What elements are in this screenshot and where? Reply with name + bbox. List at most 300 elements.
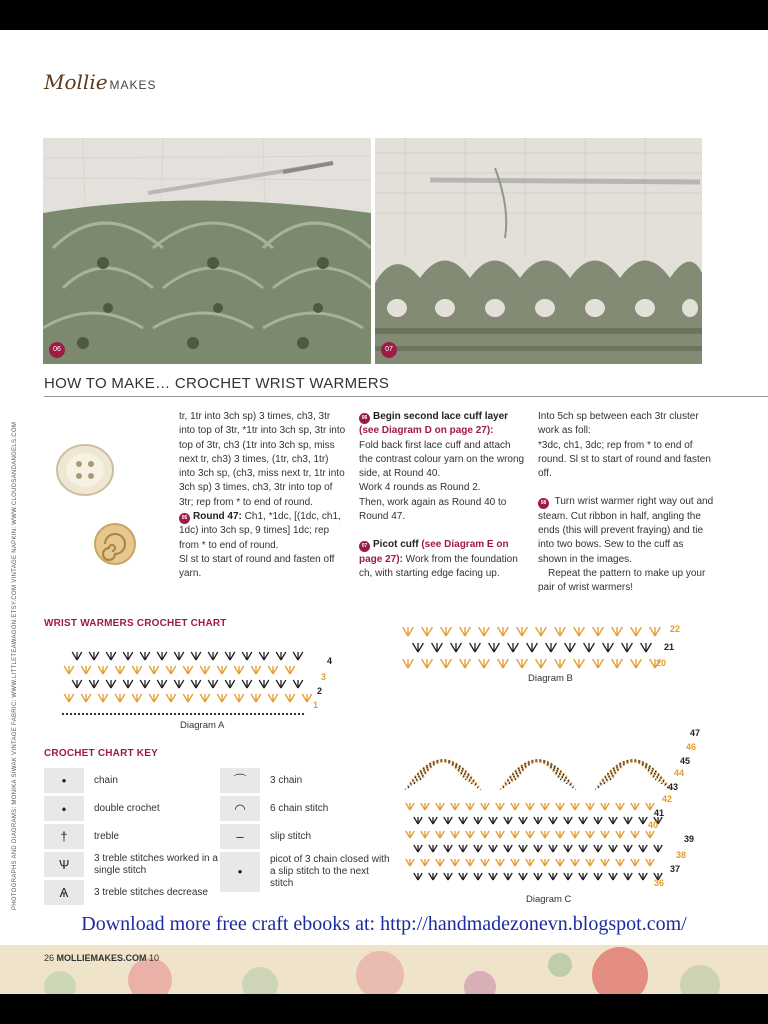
stitch-symbol xyxy=(616,859,624,866)
chain-dot xyxy=(298,713,300,715)
step-number-badge: 05 xyxy=(179,513,190,524)
stitch-symbol xyxy=(174,680,184,688)
stitch-symbol xyxy=(140,680,150,688)
stitch-symbol xyxy=(556,859,564,866)
stitch-symbol xyxy=(564,817,572,824)
stitch-symbol xyxy=(403,659,414,668)
stitch-symbol xyxy=(451,831,459,838)
stitch-symbol xyxy=(444,845,452,852)
row-number: 39 xyxy=(684,834,695,844)
row-number: 20 xyxy=(656,658,667,668)
chain-dot xyxy=(210,713,212,715)
stitch-symbol xyxy=(631,831,639,838)
chain-dot xyxy=(294,713,296,715)
chain-dot xyxy=(86,713,88,715)
chain-dot xyxy=(290,713,292,715)
stitch-symbol xyxy=(251,666,261,674)
chain-dot xyxy=(198,713,200,715)
instruction-step xyxy=(538,495,714,566)
stitch-symbol xyxy=(470,643,481,652)
stitch-symbol xyxy=(414,873,422,880)
stitch-symbol xyxy=(526,803,534,810)
stitch-symbol xyxy=(594,845,602,852)
stitch-symbol xyxy=(174,652,184,660)
stitch-symbol xyxy=(406,859,414,866)
diagram-b-label: Diagram B xyxy=(528,673,573,684)
stitch-symbol xyxy=(474,873,482,880)
step-title: Begin second lace cuff layer xyxy=(373,411,509,422)
chain-dot xyxy=(218,713,220,715)
stitch-symbol xyxy=(89,680,99,688)
chain-dot xyxy=(234,713,236,715)
stitch-symbol xyxy=(429,845,437,852)
scallop-arc xyxy=(512,761,564,782)
stitch-symbol xyxy=(586,831,594,838)
key-symbol: † xyxy=(44,824,84,849)
stitch-symbol xyxy=(631,859,639,866)
stitch-symbol xyxy=(601,803,609,810)
stitch-symbol xyxy=(519,873,527,880)
row-number: 4 xyxy=(327,656,333,666)
stitch-symbol xyxy=(541,803,549,810)
chain-dot xyxy=(106,713,108,715)
stitch-symbol xyxy=(646,859,654,866)
stitch-symbol xyxy=(654,845,662,852)
stitch-symbol xyxy=(646,803,654,810)
stitch-symbol xyxy=(564,873,572,880)
stitch-symbol xyxy=(504,873,512,880)
stitch-symbol xyxy=(459,817,467,824)
key-label: picot of 3 chain closed with a slip stitch to the next stitch xyxy=(270,854,390,889)
instruction-paragraph: Fold back first lace cuff and attach the contrast colour yarn on the wrong side, at Round 40. xyxy=(359,439,525,480)
stitch-symbol xyxy=(436,859,444,866)
stitch-symbol xyxy=(406,803,414,810)
key-symbol: ‒ xyxy=(220,824,260,849)
chain-dot xyxy=(62,713,64,715)
stitch-symbol xyxy=(208,652,218,660)
stitch-symbol xyxy=(609,873,617,880)
chain-dot xyxy=(138,713,140,715)
logo-makes: MAKES xyxy=(109,78,157,92)
stitch-symbol xyxy=(631,803,639,810)
stitch-symbol xyxy=(631,627,642,636)
key-label: double crochet xyxy=(94,802,160,814)
stitch-symbol xyxy=(414,817,422,824)
key-symbol: ◠ xyxy=(220,796,260,821)
row-number: 45 xyxy=(680,756,691,766)
scallop-arc xyxy=(500,760,576,790)
stitch-symbol xyxy=(132,694,142,702)
section-title: HOW TO MAKE… CROCHET WRIST WARMERS xyxy=(44,375,390,392)
stitch-symbol xyxy=(429,873,437,880)
stitch-symbol xyxy=(534,845,542,852)
stitch-symbol xyxy=(259,680,269,688)
chain-dot xyxy=(214,713,216,715)
masthead-logo xyxy=(44,70,157,94)
stitch-symbol xyxy=(631,659,642,668)
stitch-symbol xyxy=(565,643,576,652)
key-symbol: ⌒ xyxy=(220,768,260,793)
instructions-column-3 xyxy=(538,410,714,596)
stitch-symbol xyxy=(489,845,497,852)
stitch-symbol xyxy=(140,652,150,660)
stitch-symbol xyxy=(441,659,452,668)
chain-dot xyxy=(154,713,156,715)
scallop-arc xyxy=(598,760,668,788)
stitch-symbol xyxy=(98,666,108,674)
stitch-symbol xyxy=(584,643,595,652)
stitch-symbol xyxy=(549,873,557,880)
chain-dot xyxy=(250,713,252,715)
step-title: Round 47: xyxy=(193,511,242,523)
chain-dot xyxy=(142,713,144,715)
stitch-symbol xyxy=(191,652,201,660)
stitch-symbol xyxy=(106,652,116,660)
stitch-symbol xyxy=(527,643,538,652)
chain-dot xyxy=(238,713,240,715)
chain-dot xyxy=(126,713,128,715)
instruction-step xyxy=(359,538,527,581)
stitch-symbol xyxy=(157,652,167,660)
row-number: 1 xyxy=(313,700,319,710)
key-title: CROCHET CHART KEY xyxy=(44,748,158,759)
stitch-symbol xyxy=(474,817,482,824)
step-body: Ch1, *1dc, [(1dc, ch1, 1dc) into 3ch sp, 9 times] 1dc; rep from * to end of round. xyxy=(179,511,341,551)
stitch-symbol xyxy=(555,627,566,636)
scallop-arc xyxy=(405,760,481,790)
chain-dot xyxy=(178,713,180,715)
stitch-symbol xyxy=(650,627,661,636)
diagram-c-label: Diagram C xyxy=(526,894,572,905)
stitch-symbol xyxy=(293,652,303,660)
stitch-symbol xyxy=(302,694,312,702)
step-reference: (see Diagram D on page 27): xyxy=(359,425,494,437)
stitch-symbol xyxy=(441,627,452,636)
stitch-symbol xyxy=(421,831,429,838)
magazine-page xyxy=(0,30,768,994)
stitch-symbol xyxy=(594,817,602,824)
photo-picot-edge xyxy=(375,138,702,364)
stitch-symbol xyxy=(639,817,647,824)
stitch-symbol xyxy=(200,694,210,702)
stitch-symbol xyxy=(242,680,252,688)
chain-dot xyxy=(118,713,120,715)
stitch-symbol xyxy=(624,817,632,824)
stitch-symbol xyxy=(64,694,74,702)
stitch-symbol xyxy=(616,831,624,838)
stitch-symbol xyxy=(276,652,286,660)
stitch-symbol xyxy=(422,659,433,668)
stitch-symbol xyxy=(601,859,609,866)
photo-number-badge: 07 xyxy=(381,342,397,358)
chain-dot xyxy=(282,713,284,715)
diagram-c xyxy=(398,710,708,890)
chain-dot xyxy=(246,713,248,715)
stitch-symbol xyxy=(432,643,443,652)
chain-dot xyxy=(166,713,168,715)
stitch-symbol xyxy=(259,652,269,660)
stitch-symbol xyxy=(511,803,519,810)
stitch-symbol xyxy=(268,694,278,702)
chain-dot xyxy=(82,713,84,715)
chain-dot xyxy=(130,713,132,715)
instruction-paragraph: Then, work again as Round 40 to Round 47. xyxy=(359,496,507,523)
chain-dot xyxy=(226,713,228,715)
chain-dot xyxy=(206,713,208,715)
chart-title: WRIST WARMERS CROCHET CHART xyxy=(44,618,227,629)
download-link[interactable]: Download more free craft ebooks at: http://handmadezonevn.blogspot.com/ xyxy=(81,913,687,935)
stitch-symbol xyxy=(234,694,244,702)
instructions-column-2 xyxy=(359,410,527,581)
stitch-symbol xyxy=(496,859,504,866)
row-number: 3 xyxy=(321,672,327,682)
stitch-symbol xyxy=(519,845,527,852)
chain-dot xyxy=(258,713,260,715)
stitch-symbol xyxy=(460,627,471,636)
stitch-symbol xyxy=(81,694,91,702)
chain-dot xyxy=(302,713,304,715)
instruction-paragraph: Repeat the pattern to make up your pair of wrist warmers! xyxy=(538,567,706,594)
step-title: Picot cuff xyxy=(373,539,419,551)
stitch-symbol xyxy=(541,859,549,866)
stitch-symbol xyxy=(511,831,519,838)
chain-dot xyxy=(146,713,148,715)
footer-site: MOLLIEMAKES.COM xyxy=(56,953,147,963)
diagram-b-chart xyxy=(398,616,698,672)
key-label: 3 treble stitches worked in a single stitch xyxy=(94,852,218,876)
step-number-badge: 08 xyxy=(538,498,549,509)
stitch-symbol xyxy=(504,817,512,824)
chain-dot xyxy=(162,713,164,715)
stitch-symbol xyxy=(106,680,116,688)
side-credit-text: PHOTOGRAPHS AND DIAGRAMS: MONIKA SIWAK VINTAGE FABRIC: WWW.LITTLETEAWAGON.ETSY.COM VINTAGE NAPKIN: WWW.CLOUDSANDANGELS.COM xyxy=(12,421,18,910)
stitch-symbol xyxy=(466,803,474,810)
chain-dot xyxy=(110,713,112,715)
chain-dot xyxy=(182,713,184,715)
stitch-symbol xyxy=(571,859,579,866)
stitch-symbol xyxy=(115,666,125,674)
buttons-illustration xyxy=(50,440,150,580)
stitch-symbol xyxy=(556,831,564,838)
scallop-arc xyxy=(417,761,469,782)
stitch-symbol xyxy=(481,859,489,866)
stitch-symbol xyxy=(444,873,452,880)
row-number: 47 xyxy=(690,728,701,738)
stitch-symbol xyxy=(234,666,244,674)
stitch-symbol xyxy=(526,831,534,838)
row-number: 2 xyxy=(317,686,323,696)
instruction-step xyxy=(359,410,527,439)
stitch-symbol xyxy=(285,666,295,674)
stitch-symbol xyxy=(72,680,82,688)
stitch-symbol xyxy=(481,831,489,838)
stitch-symbol xyxy=(293,680,303,688)
row-number: 46 xyxy=(686,742,697,752)
chain-dot xyxy=(94,713,96,715)
stitch-symbol xyxy=(89,652,99,660)
stitch-symbol xyxy=(451,859,459,866)
row-number: 36 xyxy=(654,878,665,888)
stitch-symbol xyxy=(498,659,509,668)
key-symbol: ⬩ xyxy=(44,796,84,821)
stitch-symbol xyxy=(574,627,585,636)
stitch-symbol xyxy=(64,666,74,674)
section-divider xyxy=(44,396,768,397)
instruction-paragraph: Work 4 rounds as Round 2. xyxy=(359,482,481,494)
chain-dot xyxy=(270,713,272,715)
stitch-symbol xyxy=(496,803,504,810)
diagram-a-chart xyxy=(55,642,355,718)
stitch-symbol xyxy=(451,643,462,652)
diagram-c-chart xyxy=(398,710,708,890)
stitch-symbol xyxy=(123,652,133,660)
stitch-symbol xyxy=(624,845,632,852)
step-reference: (see Diagram E on page 27): xyxy=(359,539,509,565)
stitch-symbol xyxy=(517,627,528,636)
stitch-symbol xyxy=(609,845,617,852)
page-number: 26 xyxy=(44,953,55,963)
key-symbol: Ѱ xyxy=(44,852,84,877)
stitch-symbol xyxy=(403,627,414,636)
stitch-symbol xyxy=(593,659,604,668)
key-label: slip stitch xyxy=(270,830,312,842)
stitch-symbol xyxy=(406,831,414,838)
stitch-symbol xyxy=(571,803,579,810)
row-number: 43 xyxy=(668,782,679,792)
row-number: 41 xyxy=(654,808,665,818)
chain-dot xyxy=(150,713,152,715)
key-label: 3 chain xyxy=(270,774,303,786)
instruction-paragraph: tr, 1tr into 3ch sp) 3 times, ch3, 3tr into top of 3tr, *1tr into 3ch sp, 3tr into top of 3tr, ch3 (1tr into 3ch sp, miss next tr, ch3) 3 times, (1tr, ch3, 1tr) into 3ch sp, (ch3, miss next tr, 1tr into 3ch sp) 3 times, ch3, 3tr into top of 3tr; rep from * to end of round. xyxy=(179,411,346,508)
stitch-symbol xyxy=(526,859,534,866)
stitch-symbol xyxy=(225,652,235,660)
chain-dot xyxy=(66,713,68,715)
scallop-arc xyxy=(601,760,665,786)
stitch-symbol xyxy=(149,666,159,674)
diagram-a-label: Diagram A xyxy=(180,720,225,731)
stitch-symbol xyxy=(436,803,444,810)
stitch-symbol xyxy=(200,666,210,674)
instructions-column-1 xyxy=(179,410,347,582)
row-number: 42 xyxy=(662,794,673,804)
chain-dot xyxy=(278,713,280,715)
instruction-paragraph: Sl st to start of round and fasten off yarn. xyxy=(179,553,335,580)
scallop-arc xyxy=(411,760,475,786)
stitch-symbol xyxy=(646,831,654,838)
chain-dot xyxy=(102,713,104,715)
row-number: 40 xyxy=(648,820,659,830)
stitch-symbol xyxy=(556,803,564,810)
stitch-symbol xyxy=(609,817,617,824)
stitch-symbol xyxy=(624,873,632,880)
logo-script: Mollie xyxy=(44,70,108,94)
stitch-symbol xyxy=(511,859,519,866)
chain-dot xyxy=(122,713,124,715)
row-number: 44 xyxy=(674,768,685,778)
issue-number: 10 xyxy=(149,953,160,963)
stitch-symbol xyxy=(285,694,295,702)
key-label: 6 chain stitch xyxy=(270,802,329,814)
stitch-symbol xyxy=(132,666,142,674)
stitch-symbol xyxy=(504,845,512,852)
stitch-symbol xyxy=(81,666,91,674)
scallop-arc xyxy=(595,760,671,790)
scallop-arc xyxy=(509,761,567,784)
row-number: 22 xyxy=(670,624,681,634)
stitch-symbol xyxy=(459,845,467,852)
stitch-symbol xyxy=(639,845,647,852)
stitch-symbol xyxy=(546,643,557,652)
stitch-symbol xyxy=(564,845,572,852)
instruction-paragraph: *3dc, ch1, 3dc; rep from * to end of round. Sl st to start of round and fasten off. xyxy=(538,439,711,480)
stitch-symbol xyxy=(639,873,647,880)
stitch-symbol xyxy=(571,831,579,838)
stitch-symbol xyxy=(451,803,459,810)
photo-crochet-lace xyxy=(43,138,371,364)
scallop-arc xyxy=(607,761,659,782)
step-body: Work from the foundation ch, with starting edge facing up. xyxy=(359,553,518,579)
stitch-symbol xyxy=(242,652,252,660)
stitch-symbol xyxy=(612,659,623,668)
stitch-symbol xyxy=(536,659,547,668)
stitch-symbol xyxy=(444,817,452,824)
chain-dot xyxy=(114,713,116,715)
stitch-symbol xyxy=(489,873,497,880)
stitch-symbol xyxy=(72,652,82,660)
chain-dot xyxy=(174,713,176,715)
chain-dot xyxy=(262,713,264,715)
stitch-symbol xyxy=(413,643,424,652)
step-number-badge: 07 xyxy=(359,541,370,552)
stitch-symbol xyxy=(208,680,218,688)
stitch-symbol xyxy=(549,817,557,824)
photo-number-badge: 06 xyxy=(49,342,65,358)
stitch-symbol xyxy=(555,659,566,668)
stitch-symbol xyxy=(251,694,261,702)
stitch-symbol xyxy=(517,659,528,668)
stitch-symbol xyxy=(574,659,585,668)
chain-dot xyxy=(158,713,160,715)
diagram-b xyxy=(398,616,698,672)
chain-dot xyxy=(78,713,80,715)
stitch-symbol xyxy=(414,845,422,852)
stitch-symbol xyxy=(466,859,474,866)
key-symbol: • xyxy=(220,852,260,892)
stitch-symbol xyxy=(217,666,227,674)
stitch-symbol xyxy=(622,643,633,652)
stitch-symbol xyxy=(466,831,474,838)
diagram-a xyxy=(55,642,355,718)
stitch-symbol xyxy=(436,831,444,838)
instruction-paragraph: Into 5ch sp between each 3tr cluster work as foll: xyxy=(538,411,699,437)
stitch-symbol xyxy=(429,817,437,824)
stitch-symbol xyxy=(157,680,167,688)
stitch-symbol xyxy=(534,873,542,880)
stitch-symbol xyxy=(586,859,594,866)
stitch-symbol xyxy=(549,845,557,852)
stitch-symbol xyxy=(268,666,278,674)
stitch-symbol xyxy=(586,803,594,810)
chain-dot xyxy=(186,713,188,715)
stitch-symbol xyxy=(612,627,623,636)
stitch-symbol xyxy=(489,643,500,652)
stitch-symbol xyxy=(641,643,652,652)
scallop-arc xyxy=(506,760,570,786)
key-symbol: Ѧ xyxy=(44,880,84,905)
row-number: 37 xyxy=(670,864,681,874)
stitch-symbol xyxy=(536,627,547,636)
scallop-arc xyxy=(503,760,573,788)
